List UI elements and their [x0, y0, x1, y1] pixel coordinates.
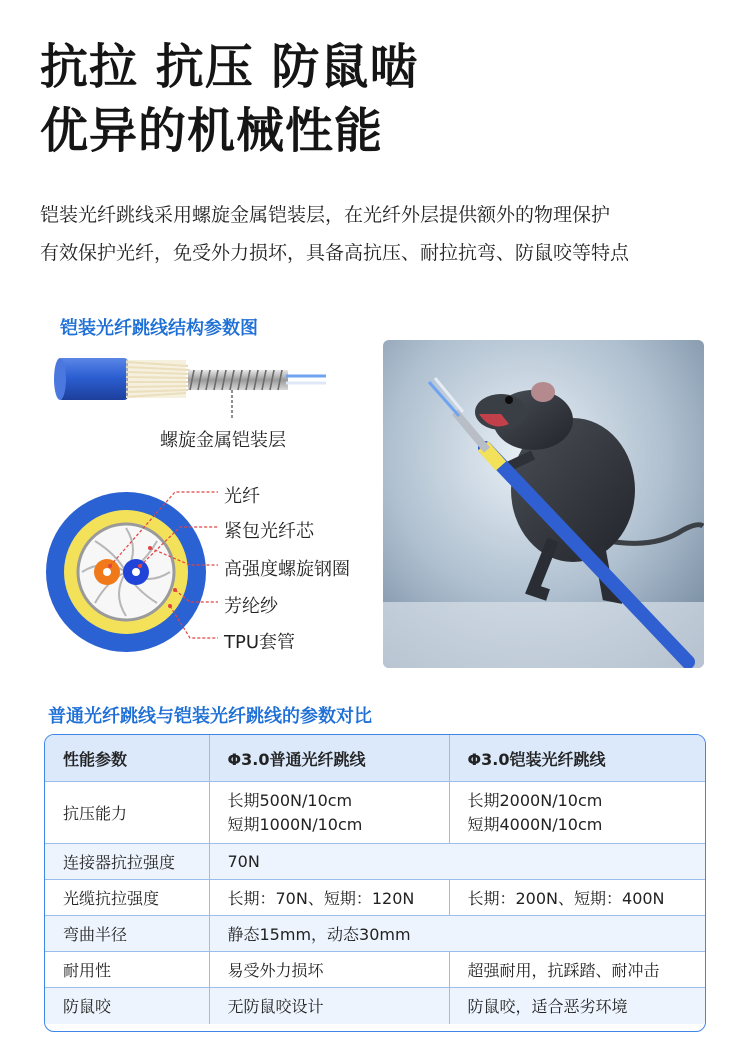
param-cell: 光缆抗拉强度: [45, 880, 209, 916]
comparison-table: [44, 734, 706, 1032]
headline-line-2: 优异的机械性能: [40, 103, 384, 159]
table-row: [45, 916, 705, 952]
layer-label-kevlar: 芳纶纱: [224, 596, 278, 617]
param-cell: 连接器抗拉强度: [45, 844, 209, 880]
description-line-2: 有效保护光纤，免受外力损坏，具备高抗压、耐拉抗弯、防鼠咬等特点: [40, 242, 630, 264]
normal-cell: 长期500N/10cm 短期1000N/10cm: [209, 782, 449, 844]
normal-cell: 易受外力损坏: [209, 952, 449, 988]
param-cell: 耐用性: [45, 952, 209, 988]
armored-cell: 长期：200N、短期：400N: [449, 880, 705, 916]
table-row: [45, 880, 705, 916]
header-cell: Φ3.0普通光纤跳线: [209, 735, 449, 782]
description-line-1: 铠装光纤跳线采用螺旋金属铠装层，在光纤外层提供额外的物理保护: [40, 204, 611, 226]
cable-cross-section-illustration: [40, 470, 225, 660]
headline-line-1: 抗拉 抗压 防鼠啮: [40, 39, 419, 95]
normal-cell: 无防鼠咬设计: [209, 988, 449, 1024]
param-cell: 弯曲半径: [45, 916, 209, 952]
layer-label-fiber: 光纤: [224, 486, 260, 507]
cable-side-view-illustration: [40, 340, 340, 420]
header-cell: Φ3.0铠装光纤跳线: [449, 735, 705, 782]
comparison-section-title: 普通光纤跳线与铠装光纤跳线的参数对比: [48, 706, 372, 727]
rat-biting-cable-photo: [383, 340, 704, 668]
param-cell: 抗压能力: [45, 782, 209, 844]
shared-cell: 静态15mm，动态30mm: [209, 916, 705, 952]
normal-cell: 长期：70N、短期：120N: [209, 880, 449, 916]
armored-cell: 防鼠咬，适合恶劣环境: [449, 988, 705, 1024]
table-row: [45, 844, 705, 880]
armored-cell: 长期2000N/10cm 短期4000N/10cm: [449, 782, 705, 844]
table-row: [45, 952, 705, 988]
table-row: [45, 988, 705, 1024]
param-cell: 防鼠咬: [45, 988, 209, 1024]
layer-label-tight-buffer: 紧包光纤芯: [224, 521, 314, 542]
layer-label-steel-spiral: 高强度螺旋钢圈: [224, 559, 350, 580]
armored-cell: 超强耐用，抗踩踏、耐冲击: [449, 952, 705, 988]
armor-layer-label: 螺旋金属铠装层: [160, 430, 286, 451]
layer-label-tpu: TPU套管: [224, 632, 296, 653]
shared-cell: 70N: [209, 844, 705, 880]
structure-section-title: 铠装光纤跳线结构参数图: [60, 318, 258, 339]
header-cell: 性能参数: [45, 735, 209, 782]
tpu-jacket-segment: [58, 358, 128, 400]
table-row: [45, 782, 705, 844]
table-header-row: [45, 735, 705, 782]
